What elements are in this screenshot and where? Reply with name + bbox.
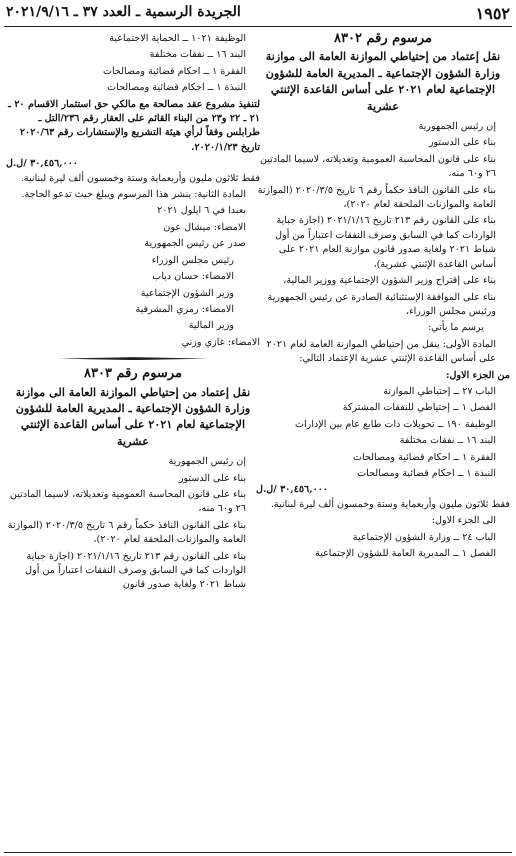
- preamble-constitution-8303: بناء على الدستور: [178, 472, 246, 484]
- signature-finance: الامضاء: غازي وزني: [181, 336, 260, 348]
- to-chapter: الباب ٢٤ ــ وزارة الشؤون الإجتماعية: [352, 531, 496, 543]
- decree-separator: [58, 356, 208, 361]
- decree-title: نقل إعتماد من إحتياطي الموازنة العامة الى موازنة وزارة الشؤون الإجتماعية ـ المديرية العامة للشؤون الإجتماعية لعام ٢٠٢١ على أساس القاعدة الإثنتي عشرية: [265, 49, 501, 113]
- preamble-approval: بناء على الموافقة الإستثنائية الصادرة عن رئيس الجمهورية ورئيس مجلس الوزراء،: [267, 291, 496, 317]
- preamble-proposal: بناء على إقتراح وزير الشؤون الإجتماعية ووزير المالية،: [283, 275, 496, 287]
- gazette-issue-header: الجريدة الرسمية ـ العدد ٣٧ ـ ٢٠٢١/٩/١٦: [6, 4, 241, 20]
- from-subparagraph: النبذة ١ ــ احكام قضائية ومصالحات: [357, 467, 496, 479]
- pm-title: رئيس مجلس الوزراء: [151, 254, 234, 266]
- amount-in-words: فقط ثلاثون مليون وأربعماية وستة وخمسون ألف ليرة لبنانية.: [270, 498, 510, 510]
- decrees-line: يرسم ما يأتي:: [427, 322, 484, 334]
- header-rule: [4, 26, 512, 27]
- from-chapter: الباب ٢٧ ــ إحتياطي الموازنة: [383, 385, 496, 397]
- from-section: الفصل ١ ــ إحتياطي للنفقات المشتركة: [342, 402, 496, 414]
- cont-subparagraph: النبذة ١ ــ احكام قضائية ومصالحات: [107, 82, 246, 94]
- from-item: البند ١٦ ــ نفقات مختلفة: [399, 435, 496, 447]
- cont-amount: ٣٠,٤٥٦,٠٠٠ /ل.ل: [6, 158, 79, 170]
- decree-title-8303: نقل إعتماد من إحتياطي الموازنة العامة الى موازنة وزارة الشؤون الإجتماعية ـ المديرية العامة للشؤون الإجتماعية لعام ٢٠٢١ على أساس القاعدة الإثنتي عشرية: [15, 384, 251, 448]
- from-paragraph: الفقرة ١ ــ احكام قضائية ومصالحات: [352, 451, 496, 463]
- decree-number: مرسوم رقم ٨٣٠٢: [334, 31, 432, 46]
- signature-president: الامضاء: ميشال عون: [163, 221, 246, 233]
- preamble-constitution: بناء على الدستور: [428, 137, 496, 149]
- preamble-president: إن رئيس الجمهورية: [418, 121, 496, 133]
- amount: ٣٠,٤٥٦,٠٠٠ /ل.ل: [256, 484, 329, 496]
- footer-rule: [4, 852, 512, 853]
- preamble-president-8303: إن رئيس الجمهورية: [168, 456, 246, 468]
- decree-number-8303: مرسوم رقم ٨٣٠٣: [84, 366, 182, 382]
- from-part: من الجزء الاول:: [446, 369, 510, 381]
- left-column: [6, 32, 260, 595]
- signature-pm: الامضاء: حسان دياب: [152, 271, 234, 283]
- purpose: لتنفيذ مشروع عقد مصالحة مع مالكي حق استثمار الاقسام ٢٠ ـ ٢١ ـ ٢٢ و٢٣ من البناء القائم على العقار رقم ٢٣٦/التل ـ طرابلس وفقاً لرأي هيئة التشريع والإستشارات رقم ٢٠٢٠/٦٣ تاريخ ٢٠٢٠/١/٢٣.: [8, 98, 260, 153]
- dated-line: بعبدا في ٦ ايلول ٢٠٢١: [157, 205, 246, 217]
- from-function: الوظيفة ١٩٠ ــ تحويلات ذات طابع عام بين الإدارات: [295, 418, 496, 430]
- social-minister-title: وزير الشؤون الإجتماعية: [140, 287, 234, 299]
- preamble-law-213-8303: بناء على القانون رقم ٢١٣ تاريخ ٢٠٢١/١/١٦ (اجازة جباية الواردات كما في السابق وصرف النفقات اعتباراً من أول شباط ٢٠٢١ ولغاية صدور قانون: [25, 550, 246, 591]
- article-2: المادة الثانية: ينشر هذا المرسوم ويبلغ حيث تدعو الحاجة.: [21, 189, 246, 201]
- page-number: ١٩٥٢: [475, 4, 510, 23]
- cont-paragraph: الفقرة ١ ــ احكام قضائية ومصالحات: [102, 65, 246, 77]
- right-column: [256, 32, 510, 563]
- cont-item: البند ١٦ ــ نفقات مختلفة: [149, 49, 246, 61]
- preamble-law-6-8303: بناء على القانون النافذ حكماً رقم ٦ تاريخ ٢٠٢٠/٣/٥ (الموازنة العامة والموازنات الملحقة لعام ٢٠٢٠)،: [7, 519, 246, 546]
- issued-by: صدر عن رئيس الجمهورية: [144, 238, 246, 250]
- to-section: الفصل ١ ــ المديرية العامة للشؤون الإجتماعية: [315, 548, 496, 559]
- cont-amount-in-words: فقط ثلاثون مليون وأربعماية وستة وخمسون ألف ليرة لبنانية.: [20, 172, 260, 184]
- preamble-law-6: بناء على القانون النافذ حكماً رقم ٦ تاريخ ٢٠٢٠/٣/٥ (الموازنة العامة والموازنات الملحقة لعام ٢٠٢٠)،: [257, 184, 496, 211]
- preamble-law-213: بناء على القانون رقم ٢١٣ تاريخ ٢٠٢١/١/١٦ (اجازة جباية الواردات كما في السابق وصرف النفقات اعتباراً من أول شباط ٢٠٢١ ولغاية صدور قانون موازنة العام ٢٠٢١ على أساس القاعدة الإثنتي عشرية)،: [275, 215, 496, 270]
- to-part: الى الجزء الاول:: [431, 515, 496, 527]
- cont-function: الوظيفة ١٠٢١ ــ الحماية الاجتماعية: [109, 33, 246, 44]
- article-1: المادة الأولى: ينقل من إحتياطي الموازنة العامة لعام ٢٠٢١ على أساس القاعدة الإثنتي عشرية الإعتماد التالي:: [266, 338, 496, 365]
- preamble-accounting-law-8303: بناء على قانون المحاسبة العمومية وتعديلاته، لاسيما المادتين ٢٦ و٦٠ منه،: [10, 488, 246, 515]
- finance-minister-title: وزير المالية: [188, 320, 234, 332]
- preamble-accounting-law: بناء على قانون المحاسبة العمومية وتعديلاته، لاسيما المادتين ٢٦ و٦٠ منه،: [260, 153, 496, 180]
- signature-social: الامضاء: رمزي المشرفية: [135, 303, 234, 315]
